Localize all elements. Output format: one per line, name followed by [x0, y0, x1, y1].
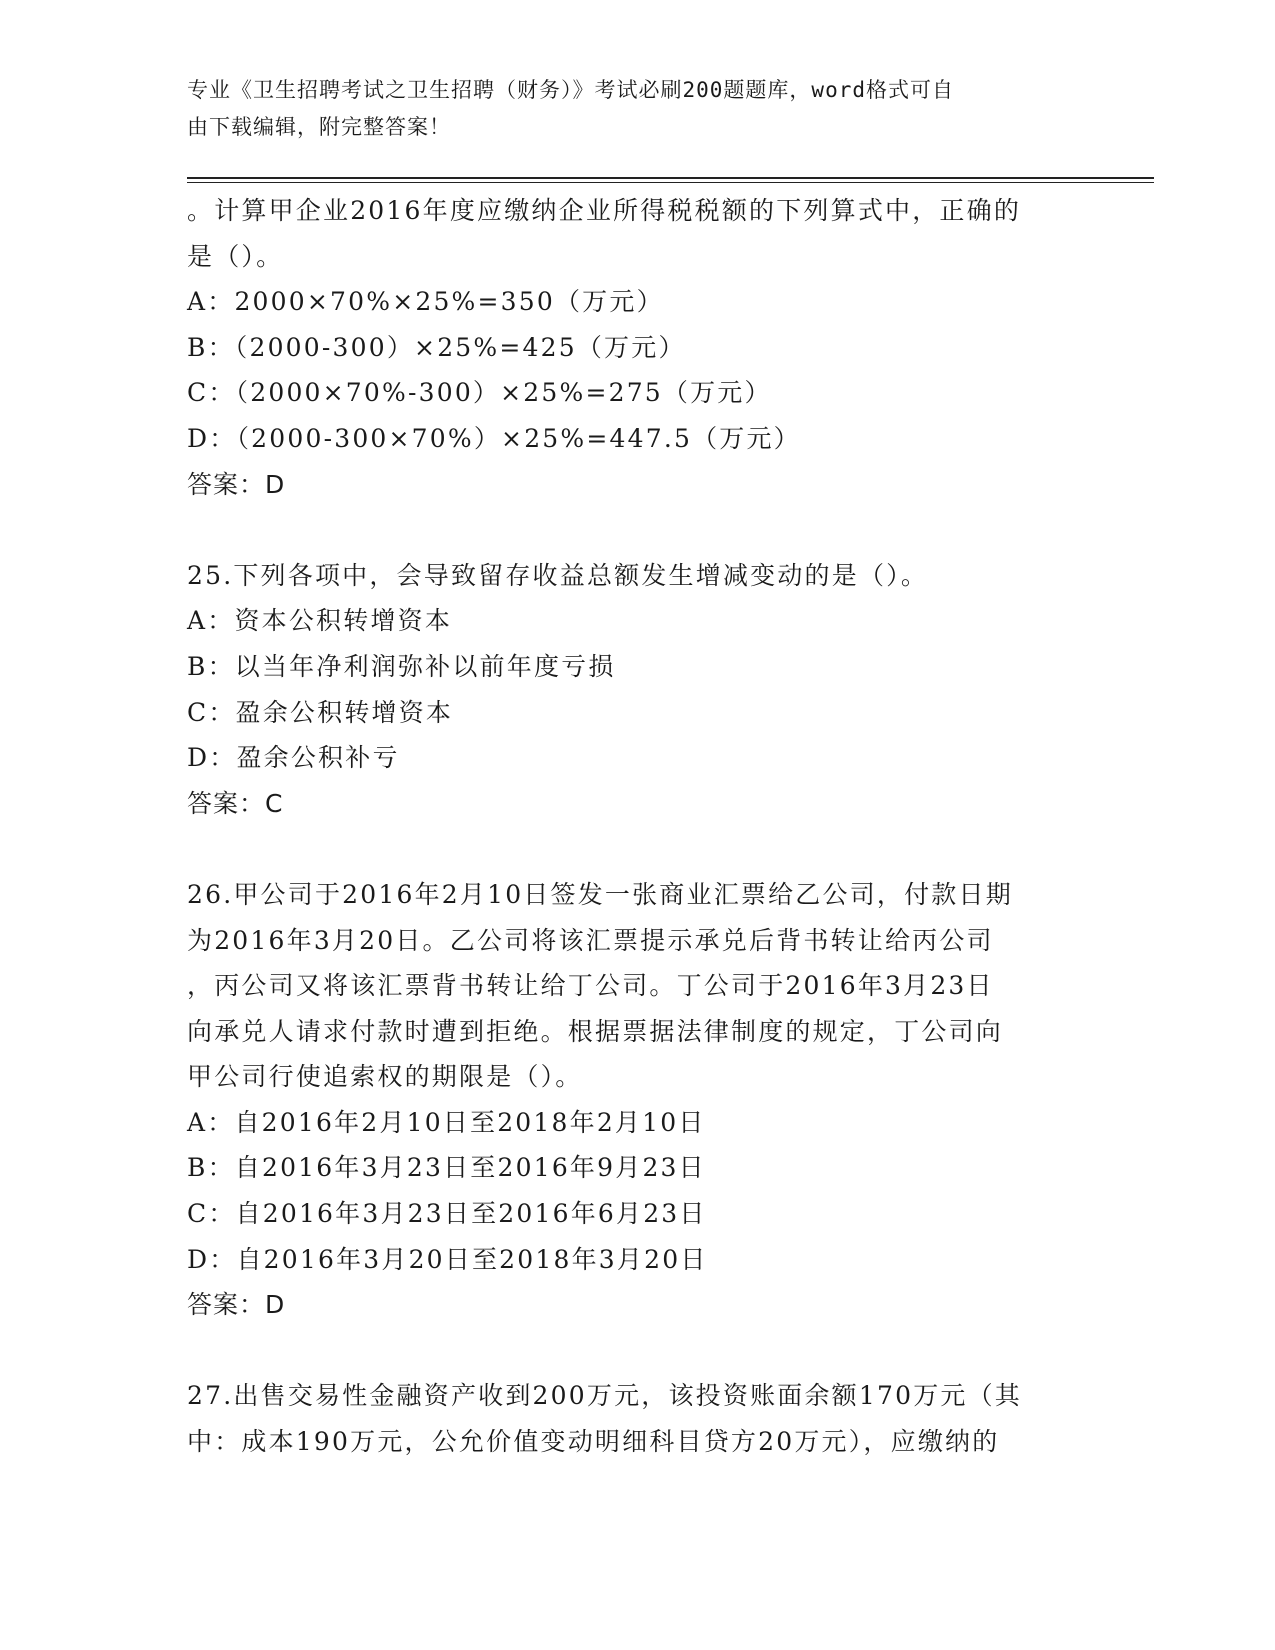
- option-d: D：盈余公积补亏: [187, 743, 400, 773]
- spacer: [187, 826, 1087, 872]
- option-c: C：自2016年3月23日至2016年6月23日: [187, 1199, 707, 1229]
- spacer: [187, 1328, 1087, 1374]
- header-line-2: 由下载编辑，附完整答案！: [187, 115, 451, 139]
- question-stem-line: 27.出售交易性金融资产收到200万元，该投资账面余额170万元（其: [187, 1381, 1022, 1411]
- option-c: C：盈余公积转增资本: [187, 697, 454, 727]
- answer-line: 答案：D: [187, 1290, 286, 1320]
- question-stem-line: 向承兑人请求付款时遭到拒绝。根据票据法律制度的规定，丁公司向: [187, 1016, 1004, 1046]
- option-a: A：自2016年2月10日至2018年2月10日: [187, 1107, 706, 1137]
- question-stem-line: 中：成本190万元，公允价值变动明细科目贷方20万元），应缴纳的: [187, 1427, 1000, 1457]
- question-block: [187, 188, 1087, 507]
- question-stem-line: 。计算甲企业2016年度应缴纳企业所得税税额的下列算式中，正确的: [187, 196, 1022, 225]
- question-list: [187, 188, 1087, 1465]
- option-b: B：自2016年3月23日至2016年9月23日: [187, 1153, 706, 1183]
- option-a: A：资本公积转增资本: [187, 606, 453, 636]
- question-stem-line: 25.下列各项中，会导致留存收益总额发生增减变动的是（）。: [187, 560, 929, 590]
- answer-line: 答案：C: [187, 788, 284, 818]
- question-block: [187, 872, 1087, 1328]
- header-line-1: 专业《卫生招聘考试之卫生招聘（财务）》考试必刷200题题库，word格式可自: [187, 78, 954, 102]
- option-c: C：（2000×70%-300）×25%=275（万元）: [187, 378, 772, 408]
- page-header: [187, 72, 1067, 146]
- header-divider-thin: [187, 182, 1154, 183]
- question-block: [187, 553, 1087, 827]
- option-b: B：（2000-300）×25%=425（万元）: [187, 332, 686, 362]
- answer-line: 答案：D: [187, 469, 286, 499]
- question-stem-line: ，丙公司又将该汇票背书转让给丁公司。丁公司于2016年3月23日: [187, 971, 994, 1001]
- question-stem-line: 26.甲公司于2016年2月10日签发一张商业汇票给乙公司，付款日期: [187, 879, 1013, 909]
- option-b: B：以当年净利润弥补以前年度亏损: [187, 651, 616, 681]
- option-a: A：2000×70%×25%=350（万元）: [187, 287, 664, 317]
- header-divider: [187, 177, 1154, 179]
- question-stem-line: 为2016年3月20日。乙公司将该汇票提示承兑后背书转让给丙公司: [187, 925, 994, 955]
- option-d: D：自2016年3月20日至2018年3月20日: [187, 1244, 708, 1274]
- question-stem-line: 甲公司行使追索权的期限是（）。: [187, 1062, 583, 1092]
- option-d: D：（2000-300×70%）×25%=447.5（万元）: [187, 423, 801, 453]
- question-block: [187, 1373, 1087, 1464]
- spacer: [187, 507, 1087, 553]
- question-stem-line: 是（）。: [187, 241, 284, 271]
